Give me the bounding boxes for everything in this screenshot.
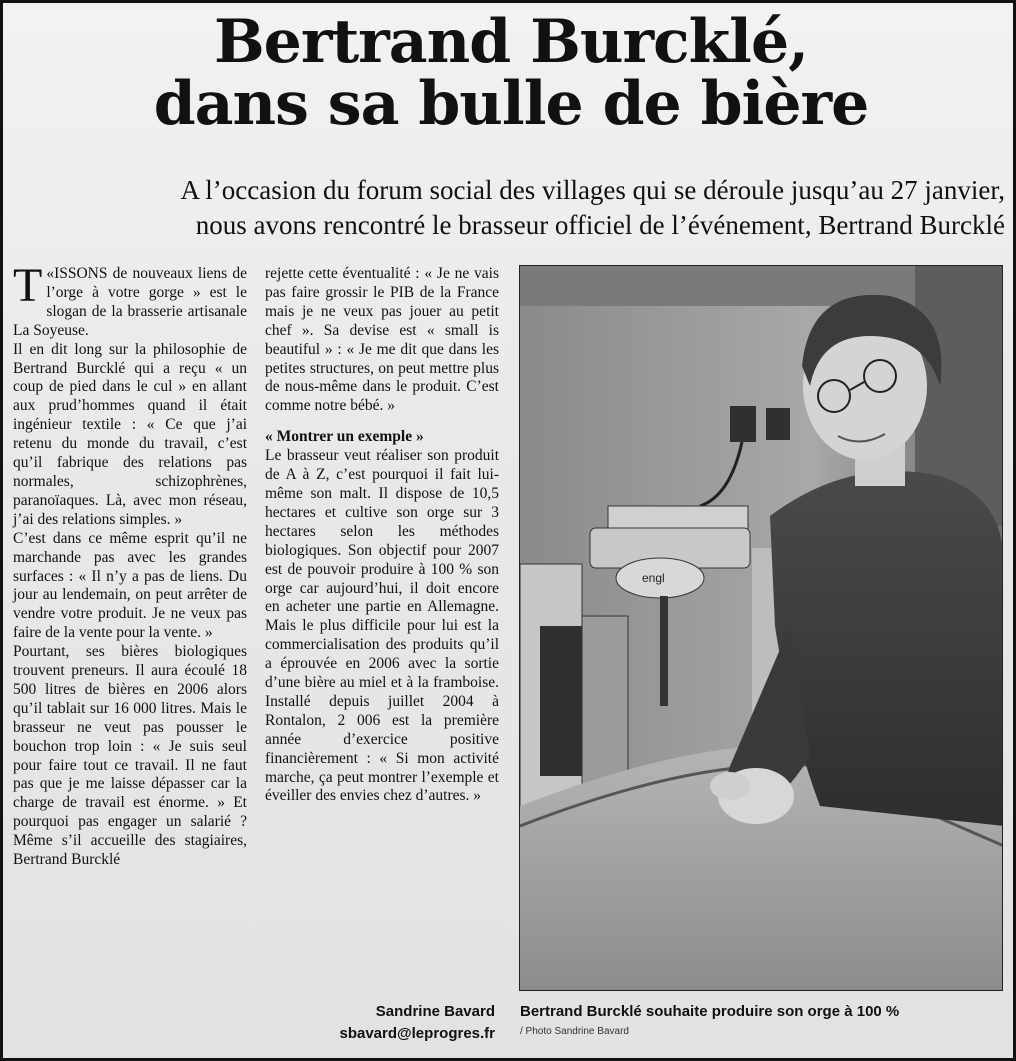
- first-word: ISSONS: [54, 265, 108, 282]
- drop-cap: T: [13, 259, 43, 312]
- article-column-1: [13, 259, 247, 870]
- author-signature: [265, 1001, 495, 1045]
- lead-line-1: A l’occasion du forum social des villages qui se déroule jusqu’au 27 janvier,: [180, 175, 1005, 205]
- article-column-2: [265, 265, 499, 806]
- paragraph-2: Il en dit long sur la philosophie de Bertrand Burcklé qui a reçu « un coup de pied dans le cul » en allant aux prud’hommes quand il était ingénieur textile : « Ce que j’ai retenu du monde du travail, c’est qu’il fabrique des relations pas normales, schizophrènes, paranoïaques. Là, avec mon réseau, j’ai des relations simples. »: [13, 340, 247, 528]
- paragraph-3: C’est dans ce même esprit qu’il ne marchande pas avec les grandes surfaces : « Il n’y a pas de liens. Du jour au lendemain, on peut arrêter de vendre votre produit. Je ne veux pas faire de la vente pour la vente. »: [13, 529, 247, 642]
- paragraph-4: Pourtant, ses bières biologiques trouvent preneurs. Il aura écoulé 18 500 litres de bières en 2006 alors qu’il tablait sur 16 000 litres. Mais le brasseur ne veut pas pousser le bouchon trop loin : « Je suis seul pour faire tout ce travail. Il ne faut pas que je me laisse dépasser car la charge de travail est énorme. » Et pourquoi pas engager un salarié ? Même s’il accueille des stagiaires, Bertrand Burcklé: [13, 643, 247, 869]
- paragraph-1-text: de nouveaux liens de l’orge à votre gorge » est le slogan de la brasserie artisanale La Soyeuse.: [13, 265, 247, 339]
- author-name: Sandrine Bavard: [375, 1003, 495, 1020]
- photo-illustration: [520, 266, 1003, 991]
- headline-line-2: dans sa bulle de bière: [153, 69, 869, 139]
- headline-line-1: Bertrand Burcklé,: [213, 7, 809, 77]
- photo-credit: / Photo Sandrine Bavard: [520, 1026, 629, 1037]
- machine-label: engl: [642, 571, 665, 585]
- open-quote: «: [46, 265, 55, 282]
- lead-paragraph: [13, 173, 1005, 243]
- author-email: sbavard@leprogres.fr: [339, 1025, 495, 1042]
- paragraph-1: [13, 259, 247, 341]
- paragraph-6: Le brasseur veut réaliser son produit de A à Z, c’est pourquoi il fait lui-même son malt. Il dispose de 10,5 hectares et cultive son orge sur 3 hectares selon les méthodes biologiques. Son objectif pour 2007 est de pouvoir produire à 100 % son orge car aujourd’hui, il doit encore en acheter une partie en Allemagne. Mais le plus difficile pour lui est la commercialisation des produits qu’il a éprouvée en 2006 avec la sortie d’une bière au miel et à la framboise. Installé depuis juillet 2004 à Rontalon, 2 006 est la première année d’exercice positive financièrement : « Si mon activité marche, ça peut montrer l’exemple et éveiller des envies chez d’autres. »: [265, 447, 499, 805]
- lead-line-2: nous avons rencontré le brasseur officiel de l’événement, Bertrand Burcklé: [195, 210, 1005, 240]
- paragraph-5: rejette cette éventualité : « Je ne vais pas faire grossir le PIB de la France mais je ne veux pas jouer au petit chef ». Sa devise est « small is beautiful » : « Je me dit que dans les petites structures, on peut mettre plus de nous-même dans le produit. C’est comme notre bébé. »: [265, 265, 499, 415]
- subheading: « Montrer un exemple »: [265, 428, 424, 446]
- headline: [3, 7, 1016, 139]
- article-photo: [519, 265, 1003, 991]
- photo-caption: Bertrand Burcklé souhaite produire son orge à 100 %: [520, 1003, 900, 1020]
